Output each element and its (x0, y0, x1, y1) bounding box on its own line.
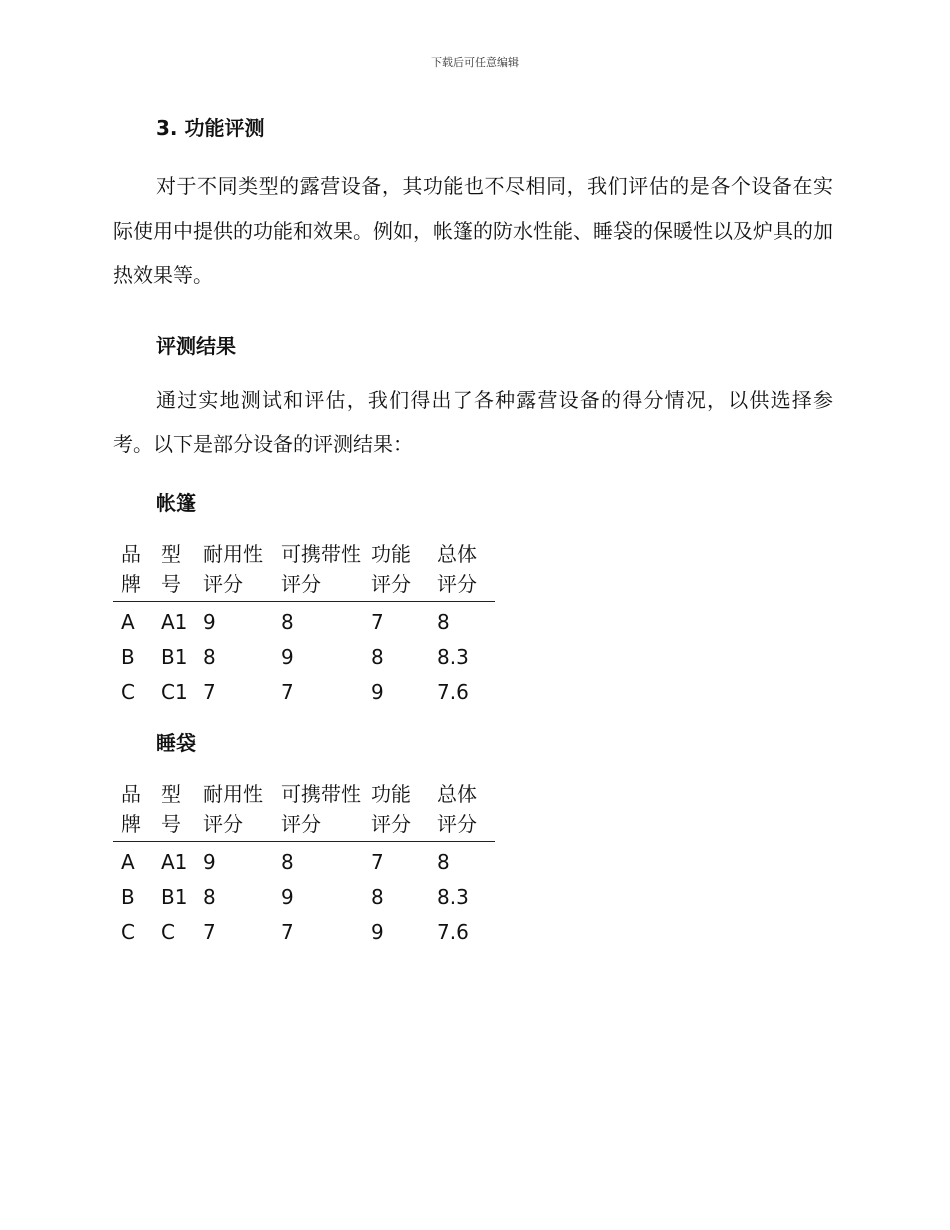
column-header: 总体评分 (429, 779, 495, 842)
table-cell: 7 (371, 849, 384, 874)
table-cell: A (121, 849, 135, 874)
table-row (113, 877, 495, 912)
tent-table-title: 帐篷 (156, 490, 196, 515)
table-cell: 7 (281, 919, 294, 944)
table-cell: 7 (371, 609, 384, 634)
table-cell: 9 (203, 849, 216, 874)
table-cell: A1 (161, 849, 188, 874)
table-cell: C (161, 919, 175, 944)
sleeping-bag-table-title: 睡袋 (156, 730, 196, 755)
table-header-row (113, 779, 495, 842)
table-cell: A1 (161, 609, 188, 634)
results-title: 评测结果 (156, 333, 236, 358)
column-header: 功能评分 (363, 539, 429, 602)
table-cell: 7.6 (437, 679, 469, 704)
column-header: 功能评分 (363, 779, 429, 842)
tent-score-table (113, 539, 495, 707)
column-header: 耐用性评分 (195, 539, 273, 602)
table-cell: C (121, 919, 135, 944)
table-cell: 8 (371, 644, 384, 669)
table-cell: 9 (371, 919, 384, 944)
column-header: 耐用性评分 (195, 779, 273, 842)
column-header: 可携带性评分 (273, 779, 363, 842)
table-cell: 8 (437, 849, 450, 874)
table-cell: B1 (161, 884, 188, 909)
column-header: 型号 (153, 539, 195, 602)
column-header: 品牌 (113, 779, 153, 842)
table-cell: 9 (203, 609, 216, 634)
column-header: 总体评分 (429, 539, 495, 602)
table-row (113, 637, 495, 672)
table-cell: B1 (161, 644, 188, 669)
results-paragraph: 通过实地测试和评估，我们得出了各种露营设备的得分情况，以供选择参考。以下是部分设备的评测结果： (113, 387, 833, 456)
table-row (113, 672, 495, 707)
table-cell: C1 (161, 679, 188, 704)
table-cell: 8.3 (437, 884, 469, 909)
table-cell: 8 (281, 609, 294, 634)
table-cell: 9 (371, 679, 384, 704)
table-header-row (113, 539, 495, 602)
table-cell: B (121, 884, 135, 909)
table-row (113, 841, 495, 877)
table-cell: 7 (203, 919, 216, 944)
table-cell: 9 (281, 884, 294, 909)
table-cell: 8 (203, 644, 216, 669)
document-body (113, 110, 833, 947)
table-cell: C (121, 679, 135, 704)
page-header-note: 下载后可任意编辑 (431, 56, 519, 69)
table-cell: 7.6 (437, 919, 469, 944)
section-title: 3. 功能评测 (156, 116, 265, 140)
table-row (113, 601, 495, 637)
column-header: 品牌 (113, 539, 153, 602)
table-cell: 8 (203, 884, 216, 909)
table-cell: 8 (437, 609, 450, 634)
table-cell: A (121, 609, 135, 634)
table-cell: 8 (371, 884, 384, 909)
table-cell: 7 (203, 679, 216, 704)
table-cell: 8 (281, 849, 294, 874)
column-header: 型号 (153, 779, 195, 842)
table-row (113, 912, 495, 947)
column-header: 可携带性评分 (273, 539, 363, 602)
table-cell: 7 (281, 679, 294, 704)
table-cell: 9 (281, 644, 294, 669)
section-paragraph: 对于不同类型的露营设备，其功能也不尽相同，我们评估的是各个设备在实际使用中提供的功能和效果。例如，帐篷的防水性能、睡袋的保暖性以及炉具的加热效果等。 (113, 174, 833, 287)
table-cell: B (121, 644, 135, 669)
sleeping-bag-score-table (113, 779, 495, 947)
table-cell: 8.3 (437, 644, 469, 669)
